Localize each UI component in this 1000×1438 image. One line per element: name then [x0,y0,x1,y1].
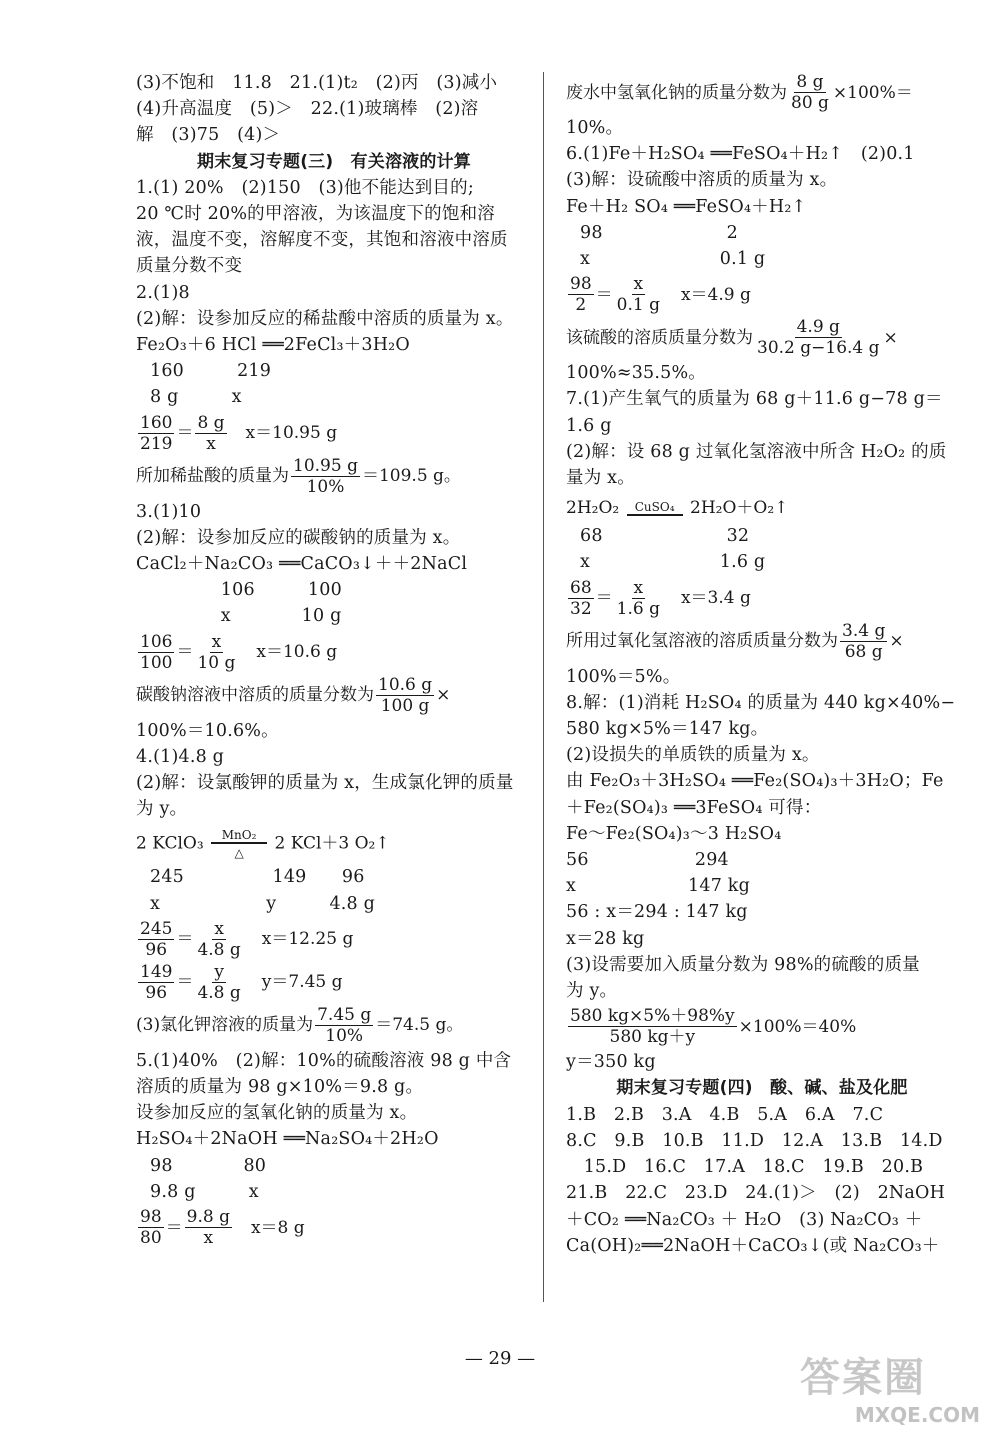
text-line: 15.D 16.C 17.A 18.C 19.B 20.B [566,1157,924,1178]
section-heading: 期末复习专题(三) 有关溶液的计算 [197,151,471,172]
formula-text: ×100%＝ [832,82,913,103]
fraction-denominator: 219 [140,433,173,454]
formula-text: x＝12.25 g [244,929,354,950]
formula-text: ＝ [176,929,194,950]
fraction-denominator: 2 [575,295,587,316]
text-line: (3)设需要加入质量分数为 98%的硫酸的质量 [566,954,920,975]
text-line: ＋Fe₂(SO₄)₃ ══3FeSO₄ 可得： [566,797,822,818]
fraction-denominator: 32 [570,598,592,619]
fraction-denominator: 100 g [380,695,430,716]
formula-text: x＝8 g [233,1217,305,1238]
formula-text: ＝ [595,284,613,305]
text-line: (4)升高温度 (5)＞ 22.(1)玻璃棒 (2)溶 [136,99,479,120]
text-line: Fe～Fe₂(SO₄)₃～3 H₂SO₄ [566,823,782,844]
fraction-numerator: 98 [140,1207,162,1228]
reaction-condition [211,828,267,860]
formula-text: x＝10.95 g [228,423,338,444]
formula-text: ×100%＝40% [738,1016,857,1037]
formula-text: y＝7.45 g [244,972,343,993]
reaction-equation: Fe₂O₃＋6 HCl ══2FeCl₃＋3H₂O [136,335,410,356]
fraction-denominator: 96 [145,982,168,1003]
text-line: (2)解：设参加反应的碳酸钠的质量为 x。 [136,527,461,548]
fraction-numerator: x [633,274,644,295]
formula-text: ＝ [165,1217,183,1238]
fraction [185,1207,232,1248]
section-heading: 期末复习专题(四) 酸、碱、盐及化肥 [616,1078,908,1099]
text-line: x 147 kg [566,876,751,897]
text-line: 7.(1)产生氧气的质量为 68 g＋11.6 g−78 g＝ [566,389,943,410]
formula-line [566,274,958,315]
column-divider [543,72,544,1302]
fraction-denominator: 80 g [791,93,829,113]
watermark-logo [800,1346,980,1426]
formula-text: x＝10.6 g [239,642,338,663]
reaction-equation: H₂SO₄＋2NaOH ══Na₂SO₄＋2H₂O [136,1129,439,1150]
reaction-equation: CaCl₂＋Na₂CO₃ ══CaCO₃↓＋＋2NaCl [136,554,468,575]
formula-text: ＝109.5 g。 [361,466,461,487]
stoich-row: 106 100 [150,580,342,601]
stoich-row: 245 149 96 [150,867,365,888]
stoich-row: 8 g x [150,387,242,408]
fraction [615,274,662,315]
fraction [138,962,174,1003]
fraction-numerator: 149 [140,961,173,982]
text-line: 580 kg×5%＝147 kg。 [566,719,769,740]
fraction [138,1207,164,1248]
reactants: 2 KClO₃ [136,833,210,854]
text-line: 溶质的质量为 98 g×10%＝9.8 g。 [136,1077,424,1098]
text-line: 1.(1) 20% (2)150 (3)他不能达到目的; [136,177,474,198]
text-line: 解 (3)75 (4)＞ [136,125,281,146]
fraction-numerator: 8 g [796,72,824,92]
stoich-row: x y 4.8 g [150,893,376,914]
fraction-numerator: 8 g [197,412,225,433]
fraction [568,578,594,619]
text-line: (2)解：设氯酸钾的质量为 x，生成氯化钾的质量 [136,773,514,794]
heating-label: △ [234,846,244,861]
text-line: 质量分数不变 [136,256,243,277]
text-line: (2)解：设 68 g 过氧化氢溶液中所含 H₂O₂ 的质 [566,441,947,462]
stoich-row: x 0.1 g [580,249,766,270]
formula-text: 碳酸钠溶液中溶质的质量分数为 [136,685,374,706]
stoich-row: 98 80 [150,1155,267,1176]
stoich-row: x 1.6 g [580,552,766,573]
fraction [138,919,174,960]
fraction [138,632,174,673]
formula-line [566,72,958,113]
fraction-denominator: 10% [306,476,345,497]
fraction-numerator: 10.95 g [293,455,358,476]
fraction-numerator: 3.4 g [842,620,886,641]
fraction-denominator: 10 g [197,652,236,673]
fraction [195,413,226,454]
fraction [195,919,242,960]
reactants: 2H₂O₂ [566,498,625,519]
text-line: (3)不饱和 11.8 21.(1)t₂ (2)丙 (3)减小 [136,73,498,93]
fraction [195,632,237,673]
catalyst-label: MnO₂ [221,828,257,843]
text-line: 56 294 [566,850,729,871]
text-line: 1.6 g [566,415,612,436]
products: 2H₂O＋O₂↑ [684,498,789,519]
text-line: 量为 x。 [566,468,635,489]
text-line: 100%＝5%。 [566,666,681,687]
fraction-denominator: 10% [325,1025,364,1046]
formula-text: × [883,327,898,348]
fraction [568,1006,737,1047]
formula-text: (3)氯化钾溶液的质量为 [136,1015,314,1036]
text-line: 液，温度不变，溶解度不变，其饱和溶液中溶质 [136,230,508,251]
fraction-numerator: 4.9 g [796,317,840,338]
products: 2 KCl＋3 O₂↑ [269,833,390,854]
text-line: 20 ℃时 20%的甲溶液，为该温度下的饱和溶 [136,204,495,225]
fraction-numerator: y [214,961,224,982]
text-line: 56 : x＝294 : 147 kg [566,902,748,923]
text-line: 5.(1)40% (2)解：10%的硫酸溶液 98 g 中含 [136,1050,512,1071]
text-line: 设参加反应的氢氧化钠的质量为 x。 [136,1103,418,1124]
fraction [789,72,831,113]
fraction-numerator: 160 [140,412,173,433]
text-line: 10%。 [566,118,624,138]
fraction-numerator: 245 [140,918,173,939]
formula-line [566,578,958,619]
fraction-denominator: 100 [140,652,173,673]
fraction [291,456,360,497]
text-line: 为 y。 [566,981,618,1002]
catalyst-label: CuSO₄ [634,499,675,514]
watermark-top: 答案圈 [800,1355,926,1401]
text-line: 2.(1)8 [136,282,190,303]
text-line: (2)设损失的单质铁的质量为 x。 [566,745,820,766]
fraction [615,578,662,619]
text-line: x＝28 kg [566,928,645,949]
formula-text: × [436,685,451,706]
formula-line [136,456,532,497]
fraction-numerator: x [214,918,224,939]
watermark-bottom: MXQE.COM [854,1403,980,1427]
fraction-numerator: x [211,631,222,652]
fraction-numerator: 98 [570,274,592,295]
stoich-row: 9.8 g x [150,1181,259,1202]
fraction-numerator: 68 [570,577,592,598]
text-line: (2)解：设参加反应的稀盐酸中溶质的质量为 x。 [136,308,514,329]
text-line: 8.C 9.B 10.B 11.D 12.A 13.B 14.D [566,1130,943,1151]
fraction-numerator: x [633,577,644,598]
fraction-denominator: 580 kg＋y [609,1027,696,1048]
fraction-denominator: 68 g [844,641,883,662]
formula-text: x＝3.4 g [663,588,751,609]
fraction-numerator: 9.8 g [186,1207,230,1228]
fraction-denominator: 1.6 g [616,598,660,619]
fraction [376,675,434,716]
reaction-equation: Fe＋H₂ SO₄ ══FeSO₄＋H₂↑ [566,196,807,217]
formula-line [136,675,532,716]
text-line: 4.(1)4.8 g [136,746,225,767]
fraction [315,1005,373,1046]
formula-line [136,919,532,960]
text-line: Ca(OH)₂══2NaOH＋CaCO₃↓(或 Na₂CO₃＋ [566,1235,940,1256]
reaction-equation [566,497,958,519]
formula-text: 所用过氧化氢溶液的溶质质量分数为 [566,631,838,652]
formula-text: 废水中氢氧化钠的质量分数为 [566,82,787,103]
reaction-condition [627,500,683,518]
formula-text: 该硫酸的溶质质量分数为 [566,327,753,348]
text-line: (3)解：设硫酸中溶质的质量为 x。 [566,170,838,191]
formula-line [136,413,532,454]
fraction-denominator: 96 [145,939,168,960]
fraction-denominator: 0.1 g [616,295,660,316]
fraction-numerator: 7.45 g [317,1004,372,1025]
text-line: y＝350 kg [566,1052,656,1073]
fraction-denominator: 30.2 g−16.4 g [757,338,880,359]
fraction-denominator: 80 [140,1228,162,1249]
formula-line [136,962,532,1003]
fraction-numerator: 10.6 g [378,674,433,695]
text-line: 为 y。 [136,799,188,820]
stoich-row: 68 32 [580,526,750,547]
right-column [566,70,958,1259]
formula-text: ＝ [176,642,194,663]
fraction-denominator: 4.8 g [197,982,241,1003]
formula-line [136,632,532,673]
fraction [755,317,882,358]
text-line: 100%≈35.5%。 [566,363,706,384]
stoich-row: x 10 g [150,606,342,627]
fraction-denominator: x [203,1228,214,1249]
fraction-numerator: 580 kg×5%＋98%y [570,1006,735,1027]
left-column [136,70,532,1250]
formula-text: 所加稀盐酸的质量为 [136,466,289,487]
formula-text: ＝ [176,972,194,993]
text-line: 1.B 2.B 3.A 4.B 5.A 6.A 7.C [566,1104,884,1125]
text-line: ＋CO₂ ══Na₂CO₃ ＋ H₂O (3) Na₂CO₃ ＋ [566,1209,923,1230]
text-line: 21.B 22.C 23.D 24.(1)＞ (2) 2NaOH [566,1183,946,1204]
formula-line [136,1005,532,1046]
formula-text: ＝ [595,588,613,609]
formula-line [566,1006,958,1047]
reaction-equation [136,828,532,860]
fraction [840,621,887,662]
text-line: 6.(1)Fe＋H₂SO₄ ══FeSO₄＋H₂↑ (2)0.1 [566,144,915,165]
formula-line [136,1207,532,1248]
fraction-denominator: 4.8 g [197,939,241,960]
stoich-row: 98 2 [580,222,738,243]
formula-line [566,621,958,662]
text-line: 8.解：(1)消耗 H₂SO₄ 的质量为 440 kg×40%− [566,692,956,713]
text-line: 100%＝10.6%。 [136,720,279,741]
formula-text: ＝74.5 g。 [375,1015,464,1036]
formula-text: × [889,631,904,652]
stoich-row: 160 219 [150,361,272,382]
text-line: 3.(1)10 [136,501,202,522]
fraction-numerator: 106 [140,631,173,652]
text-line: 由 Fe₂O₃＋3H₂SO₄ ══Fe₂(SO₄)₃＋3H₂O；Fe [566,771,944,792]
formula-text: ＝ [176,423,194,444]
page-number: — 29 — [464,1348,536,1369]
fraction [138,413,174,454]
fraction-denominator: x [206,433,216,454]
formula-text: x＝4.9 g [663,284,751,305]
formula-line [566,317,958,358]
fraction [568,274,594,315]
reaction-arrow [627,514,683,518]
fraction [195,962,242,1003]
